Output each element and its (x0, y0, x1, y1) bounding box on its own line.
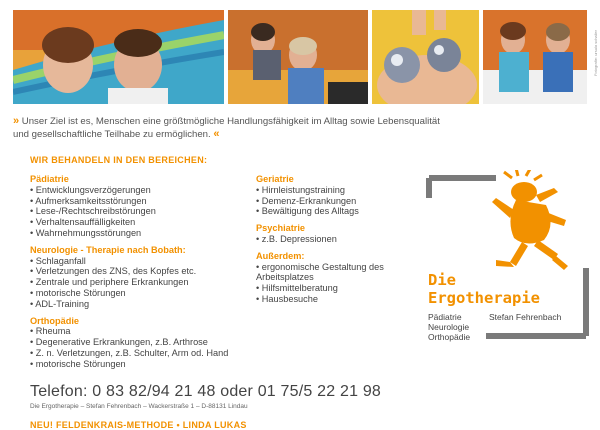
service-group-ausserdem (256, 251, 426, 305)
service-group-geriatrie (256, 174, 426, 217)
service-item: • ergonomische Gestaltung des Arbeitsplatzes (256, 262, 426, 284)
service-item: • Hirnleistungstraining (256, 185, 426, 196)
service-item: • ADL-Training (30, 299, 260, 310)
logo-title (428, 271, 540, 307)
logo-title-line1: Die (428, 271, 456, 289)
service-group-orthopaedie (30, 316, 260, 370)
feldenkrais-note: NEU! FELDENKRAIS-METHODE • LINDA LUKAS (30, 420, 247, 430)
service-item: • Aufmerksamkeitsstörungen (30, 196, 260, 207)
service-item: • Lese-/Rechtschreibstörungen (30, 206, 260, 217)
logo-area: Neurologie (428, 322, 470, 332)
service-item: • Z. n. Verletzungen, z.B. Schulter, Arm od. Hand (30, 348, 260, 359)
logo-title-line2: Ergotherapie (428, 289, 540, 307)
service-item: • Hilfsmittelberatung (256, 283, 426, 294)
photo-therapist-patient (483, 10, 587, 104)
quote-close: « (213, 128, 220, 140)
service-category: Neurologie - Therapie nach Bobath: (30, 244, 186, 255)
photo-hammock-couple (13, 10, 224, 104)
ergotherapie-logo (426, 170, 591, 342)
service-item: • Verletzungen des ZNS, des Kopfes etc. (30, 266, 260, 277)
quote-open: » (13, 115, 20, 127)
service-item: • Bewältigung des Alltags (256, 206, 426, 217)
services-right-column (256, 174, 426, 305)
service-item: • Schlaganfall (30, 256, 260, 267)
intro-text: Unser Ziel ist es, Menschen eine größtmögliche Handlungsfähigkeit im Alltag sowie Lebensqualität und gesellschaftliche Teilhabe zu ermöglichen. (13, 116, 440, 140)
photo-strip (13, 10, 587, 104)
service-category: Pädiatrie (30, 174, 69, 184)
service-item: • Zentrale und periphere Erkrankungen (30, 277, 260, 288)
service-category: Geriatrie (256, 174, 294, 184)
services-title: WIR BEHANDELN IN DEN BEREICHEN: (30, 155, 208, 165)
intro-statement (13, 115, 443, 141)
service-item: • Wahrnehmungsstörungen (30, 228, 260, 239)
logo-areas (428, 312, 470, 342)
service-item: • Degenerative Erkrankungen, z.B. Arthrose (30, 337, 260, 348)
photo-credit: Fotografie: ursula schaller (593, 30, 598, 77)
logo-area: Orthopädie (428, 332, 471, 342)
service-category: Psychiatrie (256, 223, 306, 234)
phone-line: Telefon: 0 83 82/94 21 48 oder 01 75/5 22 21 98 (30, 383, 382, 400)
service-category: Orthopädie (30, 315, 80, 326)
service-item: • Entwicklungsverzögerungen (30, 185, 260, 196)
logo-owner-name: Stefan Fehrenbach (489, 312, 562, 322)
service-item: • Verhaltensauffälligkeiten (30, 217, 260, 228)
photo-baoding-balls (372, 10, 479, 104)
service-group-paediatrie (30, 174, 260, 239)
service-group-neurologie (30, 245, 260, 310)
service-category: Außerdem: (256, 250, 305, 261)
services-left-column (30, 174, 260, 370)
photo-therapy-session (228, 10, 368, 104)
logo-area: Pädiatrie (428, 312, 462, 322)
service-item: • Hausbesuche (256, 294, 426, 305)
service-item: • Rheuma (30, 326, 260, 337)
service-group-psychiatrie (256, 223, 426, 245)
service-item: • z.B. Depressionen (256, 234, 426, 245)
service-item: • Demenz-Erkrankungen (256, 196, 426, 207)
address-line: Die Ergotherapie – Stefan Fehrenbach – Wackerstraße 1 – D-88131 Lindau (30, 403, 248, 410)
service-item: • motorische Störungen (30, 359, 260, 370)
service-item: • motorische Störungen (30, 288, 260, 299)
